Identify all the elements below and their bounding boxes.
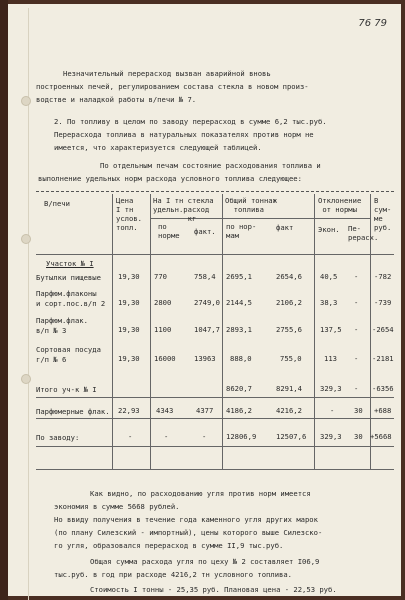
plant-name: По заводу: <box>36 433 80 442</box>
perfume-norm: 4343 <box>156 406 174 415</box>
row-price: 19,30 <box>118 298 140 307</box>
row-overspend: - <box>354 298 359 307</box>
row-norm: 2800 <box>154 298 172 307</box>
header-tonnage-fact: факт <box>276 223 294 232</box>
total-overspend: - <box>354 384 359 393</box>
header-fact: факт. <box>194 227 216 236</box>
total-economy: 329,3 <box>320 384 342 393</box>
binding-hole <box>21 234 31 244</box>
row-name: и сорт.пос.в/п 2 <box>36 299 106 308</box>
header-specific-rate: На I тн стекла удельн.расход кг <box>153 196 214 223</box>
row-name: Парфюм.флаконы <box>36 289 97 298</box>
item2-line: Перерасхода топлива в натуральных показателях против норм не <box>54 130 314 139</box>
header-total-tonnage: Общий тоннаж топлива <box>225 196 277 214</box>
conclusion-line: Но ввиду получения в течение года каменного угля других марок <box>54 515 318 524</box>
perfume-sum: +688 <box>374 406 392 415</box>
conclusion-line: го угля, образовался перерасход в сумме II,9 тыс.руб. <box>54 541 284 550</box>
perfume-economy: - <box>330 406 335 415</box>
row-economy: 137,5 <box>320 325 342 334</box>
plant-rule <box>36 446 394 447</box>
row-sum: -739 <box>374 298 392 307</box>
page-number: 76 79 <box>358 18 387 29</box>
row-fact: 2749,0 <box>194 298 220 307</box>
row-sum: -2654 <box>372 325 394 334</box>
row-name: Парфюм.флак. <box>36 316 88 325</box>
header-economy: Экон. <box>318 225 340 234</box>
header-vpechi: В/печи <box>44 199 70 208</box>
row-sum: -2181 <box>372 354 394 363</box>
header-by-norms: по нор- мам <box>226 222 257 240</box>
row-name: г/п № 6 <box>36 355 67 364</box>
table-top-rule <box>36 191 394 192</box>
perfume-price: 22,93 <box>118 406 140 415</box>
item2-line: имеется, что характеризуется следующей таблицей. <box>54 143 262 152</box>
item2-line: 2. По топливу в целом по заводу перерасход в сумме 6,2 тыс.руб. <box>54 117 327 126</box>
plant-tonnage-norm: 12806,9 <box>226 432 257 441</box>
row-tonnage-fact: 2755,6 <box>276 325 302 334</box>
perfume-tonnage-fact: 4216,2 <box>276 406 302 415</box>
header-deviation: Отклонение от нормы <box>318 196 362 214</box>
row-tonnage-fact: 755,0 <box>280 354 302 363</box>
row-price: 19,30 <box>118 354 140 363</box>
section-title: Участок № I <box>46 259 94 268</box>
row-tonnage-norm: 2893,1 <box>226 325 252 334</box>
row-norm: 770 <box>154 272 167 281</box>
perfume-tonnage-norm: 4186,2 <box>226 406 252 415</box>
intro-line: построенных печей, регулированием состава стекла в новом произ- <box>36 82 309 91</box>
row-name: Сортовая посуда <box>36 345 101 354</box>
row-overspend: - <box>354 354 359 363</box>
conclusion-line: тыс.руб. в год при расходе 4216,2 тн условного топлива. <box>54 570 292 579</box>
row-economy: 38,3 <box>320 298 338 307</box>
row-fact: 1047,7 <box>194 325 220 334</box>
row-fact: 758,4 <box>194 272 216 281</box>
table-intro-line: выполнение удельных норм расхода условного топлива следующее: <box>38 174 302 183</box>
row-economy: 113 <box>324 354 337 363</box>
header-sum-rub: В сум- ме руб. <box>374 196 392 232</box>
table-bottom-rule <box>36 469 394 470</box>
row-sum: -782 <box>374 272 392 281</box>
page-shadow <box>0 0 8 600</box>
perfume-overspend: 30 <box>354 406 363 415</box>
document-page <box>8 4 401 596</box>
plant-sum: +5668 <box>370 432 392 441</box>
conclusion-line: Как видно, по расходованию угля против норм имеется <box>90 489 311 498</box>
plant-overspend: 30 <box>354 432 363 441</box>
col-divider <box>314 194 315 469</box>
intro-line: Незначительный перерасход вызван аварийной вновь <box>63 69 271 78</box>
header-norm: по норме <box>158 222 180 240</box>
header-price: Цена I тн услов. топл. <box>116 196 142 232</box>
conclusion-line: Общая сумма расхода угля по цеху № 2 составляет I06,9 <box>90 557 320 566</box>
total-rule <box>36 397 394 398</box>
plant-price: - <box>128 432 133 441</box>
col-divider <box>150 194 151 469</box>
row-norm: 16000 <box>154 354 176 363</box>
row-price: 19,30 <box>118 325 140 334</box>
row-norm: 1100 <box>154 325 172 334</box>
conclusion-line: (по плану Силезский - импортный), цены которого выше Силезско- <box>54 528 323 537</box>
row-tonnage-norm: 2695,1 <box>226 272 252 281</box>
row-overspend: - <box>354 325 359 334</box>
perfume-rule <box>36 418 394 419</box>
plant-economy: 329,3 <box>320 432 342 441</box>
binding-hole <box>21 374 31 384</box>
row-tonnage-norm: 2144,5 <box>226 298 252 307</box>
row-price: 19,30 <box>118 272 140 281</box>
total-tonnage-norm: 8620,7 <box>226 384 252 393</box>
total-name: Итого уч-к № I <box>36 385 97 394</box>
row-economy: 40,5 <box>320 272 338 281</box>
header-bottom-rule <box>36 254 394 255</box>
total-sum: -6356 <box>372 384 394 393</box>
plant-tonnage-fact: 12507,6 <box>276 432 307 441</box>
header-overspend: Пе- рерасх. <box>348 224 379 242</box>
plant-fact: - <box>202 432 207 441</box>
total-tonnage-fact: 8291,4 <box>276 384 302 393</box>
row-tonnage-norm: 888,0 <box>230 354 252 363</box>
plant-norm: - <box>164 432 169 441</box>
conclusion-line: экономия в сумме 5668 рублей. <box>54 502 180 511</box>
row-name: в/п № 3 <box>36 326 67 335</box>
row-fact: 13963 <box>194 354 216 363</box>
binding-hole <box>21 96 31 106</box>
table-intro-line: По отдельным печам состояние расходования топлива и <box>100 161 321 170</box>
conclusion-line: Стоимость I тонны - 25,35 руб. Плановая цена - 22,53 руб. <box>90 585 337 594</box>
intro-line: водстве и наладкой работы в/печи № 7. <box>36 95 197 104</box>
perfume-name: Парфюмерные флак. <box>36 407 110 416</box>
col-divider <box>222 194 223 469</box>
col-divider <box>112 194 113 469</box>
perfume-fact: 4377 <box>196 406 214 415</box>
row-name: Бутылки пищевые <box>36 273 101 282</box>
row-tonnage-fact: 2106,2 <box>276 298 302 307</box>
row-overspend: - <box>354 272 359 281</box>
row-tonnage-fact: 2654,6 <box>276 272 302 281</box>
